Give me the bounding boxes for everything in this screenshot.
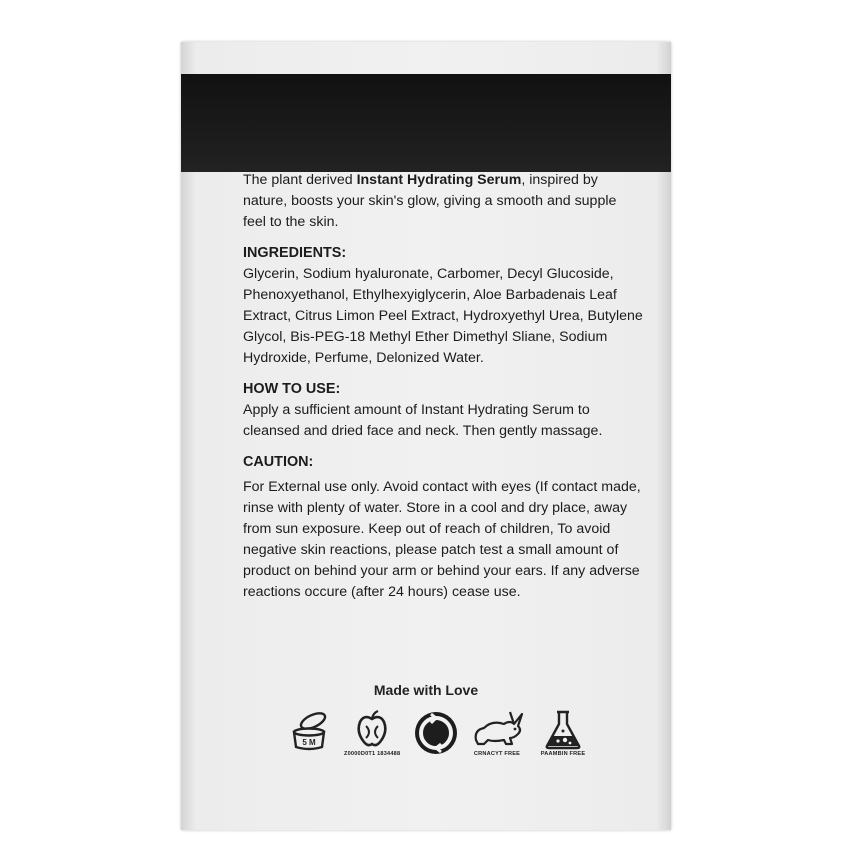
ingredients-text: Glycerin, Sodium hyaluronate, Carbomer, Decyl Glucoside, Phenoxyethanol, Ethylhexyiglycerin, Aloe Barbadenais Leaf Extract, Citrus Limon Peel Extract, Hydroxyethyl Urea, Butylene Glycol, Bis-PEG-18 Methyl Ether Dimethyl Sliane, Sodium Hydroxide, Perfume, Delonized Water. [243,266,643,366]
caution-section [243,452,643,603]
symbol-row [281,710,591,766]
intro-suffix: , inspired by nature, boosts your skin's glow, giving a smooth and supple feel to the skin. [243,172,617,230]
rabbit-caption: CRNACYT FREE [473,751,521,757]
product-name: Instant Hydrating Serum [356,172,522,188]
flask-icon [535,710,591,766]
rabbit-icon [469,710,525,766]
top-black-band [181,74,671,172]
how-to-use-heading: HOW TO USE: [243,381,341,397]
ingredients-heading: INGREDIENTS: [243,245,347,261]
how-to-use-text: Apply a sufficient amount of Instant Hydrating Serum to cleansed and dried face and neck. Then gently massage. [243,402,603,439]
label-text [243,170,643,613]
made-with-love: Made with Love [373,682,479,698]
apple-logo-caption: Z0000D0T1 1834488 [344,751,401,757]
how-to-use-section [243,379,643,442]
caution-text: For External use only. Avoid contact with eyes (If contact made, rinse with plenty of water. Store in a cool and dry place, away from sun exposure. Keep out of reach of children, To avoid negative skin reactions, please patch test a small amount of product on behind your arm or behind your ears. If any adverse reactions occure (after 24 hours) cease use. [243,479,641,600]
caution-heading: CAUTION: [243,454,314,470]
open-jar-icon [281,710,337,766]
ingredients-section [243,243,643,369]
intro-prefix: The plant derived [243,172,357,188]
jar-label: 5 M [302,738,316,747]
apple-logo-icon [344,710,400,766]
recycle-icon [408,710,464,766]
flask-caption: PAAMBIN FREE [540,751,586,757]
product-box-back [181,42,671,830]
intro-paragraph [243,170,643,233]
